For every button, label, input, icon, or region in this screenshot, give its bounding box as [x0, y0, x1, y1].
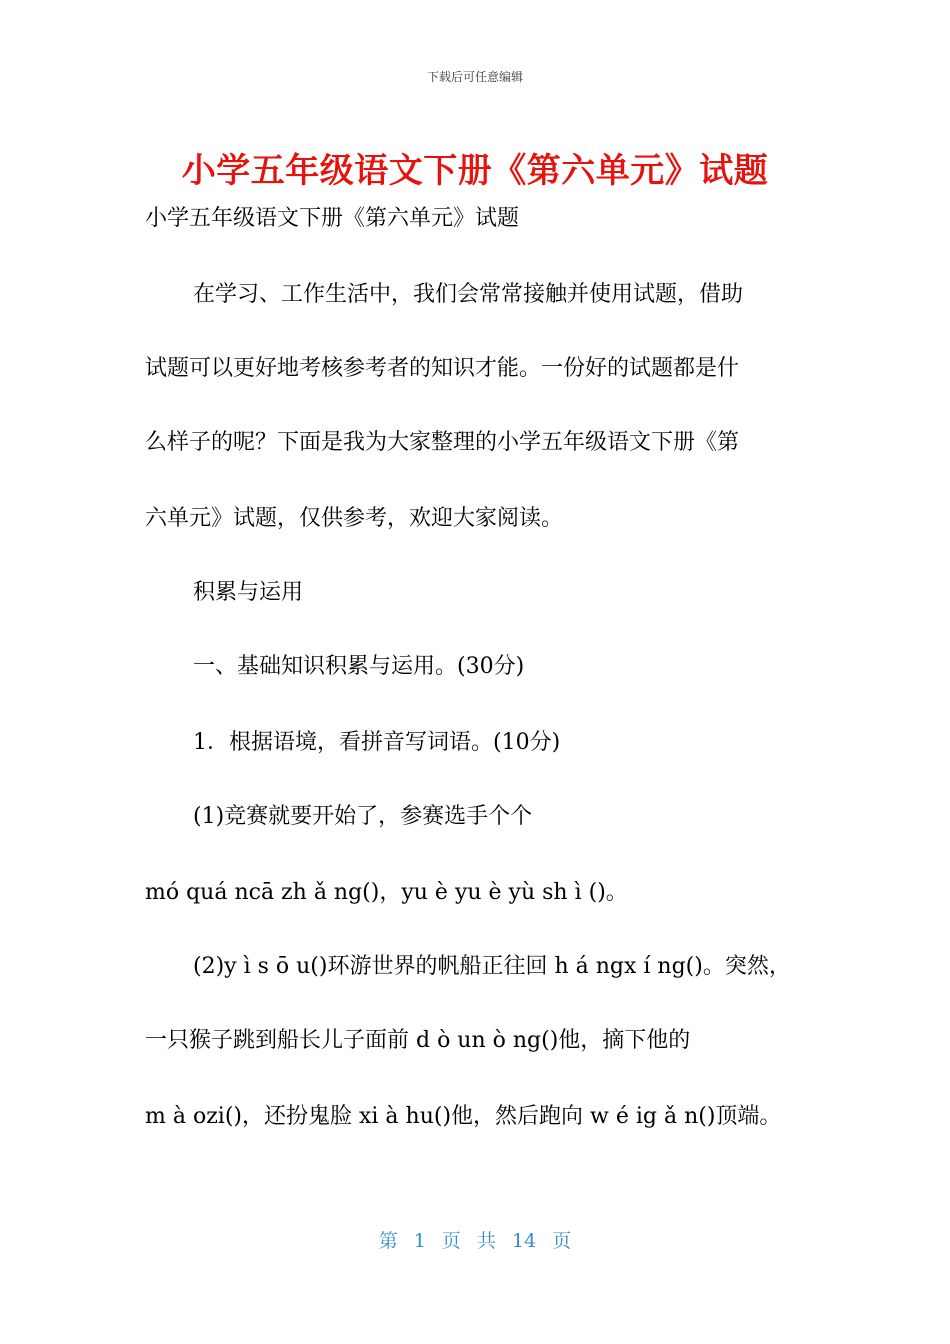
paragraph-line: 在学习、工作生活中，我们会常常接触并使用试题，借助 — [193, 282, 744, 307]
document-title: 小学五年级语文下册《第六单元》试题 — [181, 151, 769, 191]
paragraph-line: 试题可以更好地考核参考者的知识才能。一份好的试题都是什 — [145, 356, 740, 381]
paragraph-line: 六单元》试题，仅供参考，欢迎大家阅读。 — [145, 506, 564, 531]
paragraph-line: 一只猴子跳到船长儿子面前 d ò un ò ng()他，摘下他的 — [145, 1028, 691, 1053]
pinyin-line: mó quá ncā zh ǎ ng()，yu è yu è yù sh ì ()。 — [145, 880, 628, 905]
question-item: 1．根据语境，看拼音写词语。(10分) — [193, 730, 561, 755]
question-item: (1)竞赛就要开始了，参赛选手个个 — [193, 804, 533, 829]
paragraph-line: 么样子的呢？下面是我为大家整理的小学五年级语文下册《第 — [145, 430, 740, 455]
subtitle-line: 小学五年级语文下册《第六单元》试题 — [145, 206, 520, 231]
page-footer: 第 1 页 共 14 页 — [378, 1230, 572, 1252]
header-note: 下载后可任意编辑 — [426, 70, 523, 84]
question-heading: 一、基础知识积累与运用。(30分) — [193, 654, 525, 679]
question-item: (2)y ì s ō u()环游世界的帆船正往回 h á ngx í ng()。突然， — [193, 954, 791, 979]
section-heading: 积累与运用 — [193, 580, 304, 605]
paragraph-line: m à ozi()，还扮鬼脸 xi à hu()他，然后跑向 w é ig ǎ n()顶端。 — [145, 1104, 782, 1129]
